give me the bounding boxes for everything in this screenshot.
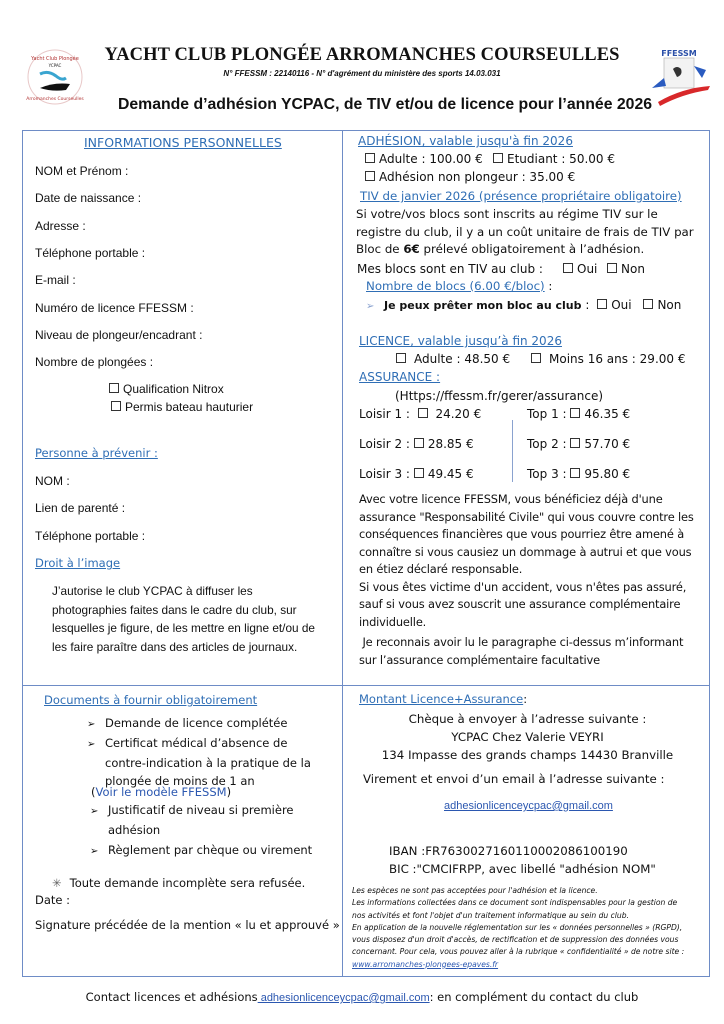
checkbox-icon[interactable] [111, 401, 121, 411]
insurance-loisir-1[interactable] [359, 407, 481, 421]
boat-licence-label: Permis bateau hauturier [125, 400, 254, 414]
checkbox-boat-licence[interactable] [111, 400, 253, 414]
checkbox-icon[interactable] [493, 153, 503, 163]
documents-list [87, 714, 311, 790]
document-item-text: adhésion [108, 823, 161, 837]
loisir-2-price: 28.85 € [427, 437, 474, 451]
iban: IBAN :FR7630027160110002086100190 [389, 844, 628, 858]
document-item-text: contre-indication à la pratique de la [105, 756, 311, 770]
insurance-heading: ASSURANCE : [359, 370, 441, 384]
top-3-price: 95.80 € [584, 467, 631, 481]
documents-list-2 [90, 801, 312, 861]
tiv-fee-suffix: prélevé obligatoirement à l’adhésion. [419, 242, 645, 256]
licence-heading: LICENCE, valable jusqu’à fin 2026 [359, 334, 562, 348]
loisir-3-price: 49.45 € [427, 467, 474, 481]
insurance-line: connaître si vous causiez un dommage à autrui et que vous [359, 544, 692, 559]
tiv-question: Mes blocs sont en TIV au club : [357, 262, 543, 276]
document-item [87, 714, 311, 734]
checkbox-icon[interactable] [607, 263, 617, 273]
checkbox-icon[interactable] [414, 438, 424, 448]
lend-block-suffix: : [581, 298, 590, 312]
documents-heading: Documents à fournir obligatoirement [44, 693, 258, 707]
checkbox-icon[interactable] [109, 383, 119, 393]
tiv-yes-checkbox[interactable] [563, 262, 597, 276]
adult-adhesion-label: Adulte : 100.00 € [379, 152, 483, 166]
payment-heading: Montant Licence+Assurance [359, 692, 524, 706]
field-licence-number[interactable]: Numéro de licence FFESSM : [35, 301, 194, 315]
blocks-count-suffix: : [544, 279, 553, 293]
insurance-top-2[interactable] [527, 437, 630, 451]
tiv-line [356, 241, 694, 259]
lend-block-row [366, 298, 681, 312]
insurance-paragraph [359, 491, 694, 631]
image-rights-line: les faire paraître dans des articles de journaux. [52, 639, 298, 654]
field-email[interactable]: E-mail : [35, 273, 76, 287]
arrow-bullet-icon: ➢ [90, 846, 99, 857]
bank-details [389, 842, 656, 878]
column-divider [342, 130, 343, 977]
no-label: Non [657, 298, 682, 312]
under16-licence-label: Moins 16 ans : 29.00 € [549, 352, 686, 366]
student-adhesion-label: Etudiant : 50.00 € [507, 152, 615, 166]
checkbox-icon[interactable] [531, 353, 541, 363]
checkbox-icon[interactable] [418, 408, 428, 418]
insurance-line: Si vous êtes victime d'un accident, vous n'êtes pas assuré, [359, 579, 687, 594]
option-under16-licence[interactable] [531, 352, 685, 366]
lend-yes-checkbox[interactable] [597, 299, 607, 309]
option-student-adhesion[interactable] [493, 152, 615, 166]
image-rights-line: photographies faites dans le cadre du club, sur [52, 602, 297, 617]
payment-heading-row [359, 692, 527, 706]
document-item [90, 841, 312, 861]
arrow-bullet-icon: ➢ [90, 806, 99, 817]
checkbox-icon[interactable] [365, 153, 375, 163]
svg-text:FFESSM: FFESSM [661, 49, 697, 58]
arrow-bullet-icon: ➢ [366, 301, 375, 312]
ffessm-model-link-row [91, 785, 231, 799]
option-adult-adhesion[interactable] [365, 152, 483, 166]
insurance-top-3[interactable] [527, 467, 630, 481]
option-adult-licence[interactable] [396, 352, 510, 366]
loisir-3-label: Loisir 3 : [359, 467, 410, 481]
footer-contact [0, 990, 724, 1004]
signature-field[interactable]: Signature précédée de la mention « lu et approuvé » [35, 918, 340, 932]
adhesion-heading: ADHÉSION, valable jusqu'à fin 2026 [358, 134, 573, 148]
note-line: Les espèces ne sont pas acceptées pour l'adhésion et la licence. [352, 886, 598, 895]
top-1-label: Top 1 : [527, 407, 567, 421]
field-full-name[interactable]: NOM et Prénom : [35, 164, 129, 178]
insurance-line: en étiez déclaré responsable. [359, 562, 523, 576]
svg-text:Arromanches Courseulles: Arromanches Courseulles [26, 97, 84, 102]
paren-open: ( [91, 785, 96, 799]
svg-text:Yacht Club Plongée: Yacht Club Plongée [31, 56, 79, 62]
insurance-line: sauf si vous avez souscrit une assurance complémentaire [359, 597, 681, 611]
no-label: Non [621, 262, 645, 276]
top-3-label: Top 3 : [527, 467, 567, 481]
arrow-bullet-icon: ➢ [87, 739, 96, 750]
image-rights-line: lesquelles je figure, de les mettre en ligne et/ou de [52, 621, 315, 636]
tiv-description [356, 206, 694, 259]
cheque-line: 134 Impasse des grands champs 14430 Branville [381, 748, 674, 762]
tiv-heading: TIV de janvier 2026 (présence propriétaire obligatoire) [360, 189, 682, 203]
emergency-contact-heading: Personne à prévenir : [35, 446, 158, 460]
personal-info-heading: INFORMATIONS PERSONNELLES [84, 135, 282, 150]
field-dive-count[interactable]: Nombre de plongées : [35, 355, 154, 369]
website-link[interactable]: www.arromanches-plongees-epaves.fr [352, 959, 499, 969]
checkbox-icon[interactable] [570, 408, 580, 418]
insurance-acknowledgement [359, 634, 683, 669]
image-rights-text [52, 582, 315, 656]
bic: BIC :"CMCIFRPP, avec libellé "adhésion NOM" [389, 862, 656, 876]
note-line: En application de la nouvelle réglementation sur les « données personnelles » (RGPD), [352, 922, 683, 932]
checkbox-icon[interactable] [414, 468, 424, 478]
tiv-line: Si votre/vos blocs sont inscrits au régime TIV sur le [356, 207, 658, 221]
warning-text: Toute demande incomplète sera refusée. [69, 876, 306, 890]
footer-suffix: : en complément du contact du club [429, 990, 639, 1004]
field-emergency-name[interactable]: NOM : [35, 474, 70, 488]
top-2-label: Top 2 : [527, 437, 567, 451]
insurance-line: conséquences financières que vous pourriez être amené à [359, 527, 685, 541]
image-rights-line: J’autorise le club YCPAC à diffuser les [52, 584, 253, 598]
payment-email-link[interactable]: adhesionlicenceycpac@gmail.com [444, 800, 613, 812]
acknowledge-line: Je reconnais avoir lu le paragraphe ci-dessus m’informant [359, 635, 684, 649]
non-diver-adhesion-label: Adhésion non plongeur : 35.00 € [379, 170, 576, 184]
tiv-fee: 6€ [403, 242, 420, 256]
field-birth-date[interactable]: Date de naissance : [35, 191, 142, 205]
option-non-diver-adhesion[interactable] [365, 170, 575, 184]
asterisk-icon: ✳ [52, 876, 62, 890]
insurance-divider [512, 420, 513, 482]
tiv-no-checkbox[interactable] [607, 262, 645, 276]
insurance-top-1[interactable] [527, 407, 630, 421]
tiv-line: registre du club, il y a un coût unitaire de frais de TIV par [356, 224, 694, 239]
insurance-line: individuelle. [359, 614, 427, 629]
insurance-line: Avec votre licence FFESSM, vous bénéficiez déjà d'une [359, 492, 663, 506]
adult-licence-label: Adulte : 48.50 € [414, 352, 511, 366]
club-registration: N° FFESSM : 22140116 - N° d'agrément du ministère des sports 14.03.031 [223, 69, 501, 78]
yes-label: Oui [577, 262, 598, 276]
yes-label: Oui [611, 298, 632, 312]
checkbox-icon[interactable] [563, 263, 573, 273]
nitrox-label: Qualification Nitrox [123, 382, 224, 396]
top-2-price: 57.70 € [584, 437, 631, 451]
document-item-text: Demande de licence complétée [105, 716, 288, 730]
loisir-2-label: Loisir 2 : [359, 437, 410, 451]
lend-no-checkbox[interactable] [643, 299, 653, 309]
ffessm-model-link[interactable]: Voir le modèle FFESSM [95, 785, 227, 799]
arrow-bullet-icon: ➢ [87, 719, 96, 730]
transfer-instructions: Virement et envoi d’un email à l’adresse suivante : [363, 772, 665, 786]
incomplete-warning [52, 876, 305, 890]
cheque-line: YCPAC Chez Valerie VEYRI [451, 730, 604, 744]
note-line: concernant. Pour cela, vous pouvez aller à la rubrique « confidentialité » de notre site : [352, 947, 685, 957]
row-divider [22, 685, 710, 686]
field-address[interactable]: Adresse : [35, 219, 86, 233]
insurance-loisir-3[interactable] [359, 467, 474, 481]
payment-heading-suffix: : [523, 692, 528, 706]
club-name: YACHT CLUB PLONGÉE ARROMANCHES COURSEULLES [104, 45, 620, 65]
document-item-text: Certificat médical d’absence de [105, 736, 288, 750]
note-line: nos activités et font l'objet d'un traitement informatique au sein du club. [352, 910, 629, 920]
checkbox-icon[interactable] [396, 353, 406, 363]
checkbox-nitrox[interactable] [109, 382, 224, 396]
cheque-address [345, 710, 710, 764]
document-item-text: Justificatif de niveau si première [108, 803, 294, 817]
field-mobile-phone[interactable]: Téléphone portable : [35, 246, 146, 260]
note-line: Les informations collectées dans ce document sont indispensables pour la gestion de [352, 898, 678, 908]
note-line: vous disposez d'un droit d'accès, de rectification et de suppression des données vous [352, 935, 679, 945]
top-1-price: 46.35 € [584, 407, 631, 421]
insurance-line: assurance "Responsabilité Civile" qui vous couvre contre les [359, 509, 694, 524]
field-emergency-phone[interactable]: Téléphone portable : [35, 529, 146, 543]
document-item-text: Règlement par chèque ou virement [108, 843, 313, 857]
svg-text:YCPAC: YCPAC [48, 63, 62, 68]
field-diver-level[interactable]: Niveau de plongeur/encadrant : [35, 328, 203, 342]
footer-email-link[interactable]: adhesionlicenceycpac@gmail.com [257, 992, 430, 1004]
blocks-count-label: Nombre de blocs (6.00 €/bloc) [366, 279, 545, 293]
loisir-1-price: 24.20 € [435, 407, 482, 421]
date-field[interactable]: Date : [35, 893, 71, 907]
insurance-url[interactable]: (Https://ffessm.fr/gerer/assurance) [395, 389, 604, 403]
insurance-loisir-2[interactable] [359, 437, 474, 451]
loisir-1-label: Loisir 1 : [359, 407, 410, 421]
blocks-count-field[interactable] [366, 279, 552, 293]
checkbox-icon[interactable] [570, 468, 580, 478]
privacy-notes [352, 885, 684, 971]
lend-block-label: Je peux prêter mon bloc au club [384, 299, 582, 312]
tiv-fee-prefix: Bloc de [356, 242, 404, 256]
cheque-line: Chèque à envoyer à l’adresse suivante : [408, 712, 647, 726]
checkbox-icon[interactable] [570, 438, 580, 448]
image-rights-heading: Droit à l’image [35, 556, 121, 570]
document-item [90, 801, 312, 821]
paren-close: ) [226, 785, 232, 799]
form-title: Demande d’adhésion YCPAC, de TIV et/ou de licence pour l’année 2026 [117, 96, 653, 113]
footer-prefix: Contact licences et adhésions [85, 990, 258, 1004]
document-item-text: plongée de moins de 1 an [105, 774, 255, 788]
acknowledge-line: sur l’assurance complémentaire facultative [359, 652, 600, 667]
field-relationship[interactable]: Lien de parenté : [35, 501, 126, 515]
checkbox-icon[interactable] [365, 171, 375, 181]
document-item [87, 734, 311, 754]
